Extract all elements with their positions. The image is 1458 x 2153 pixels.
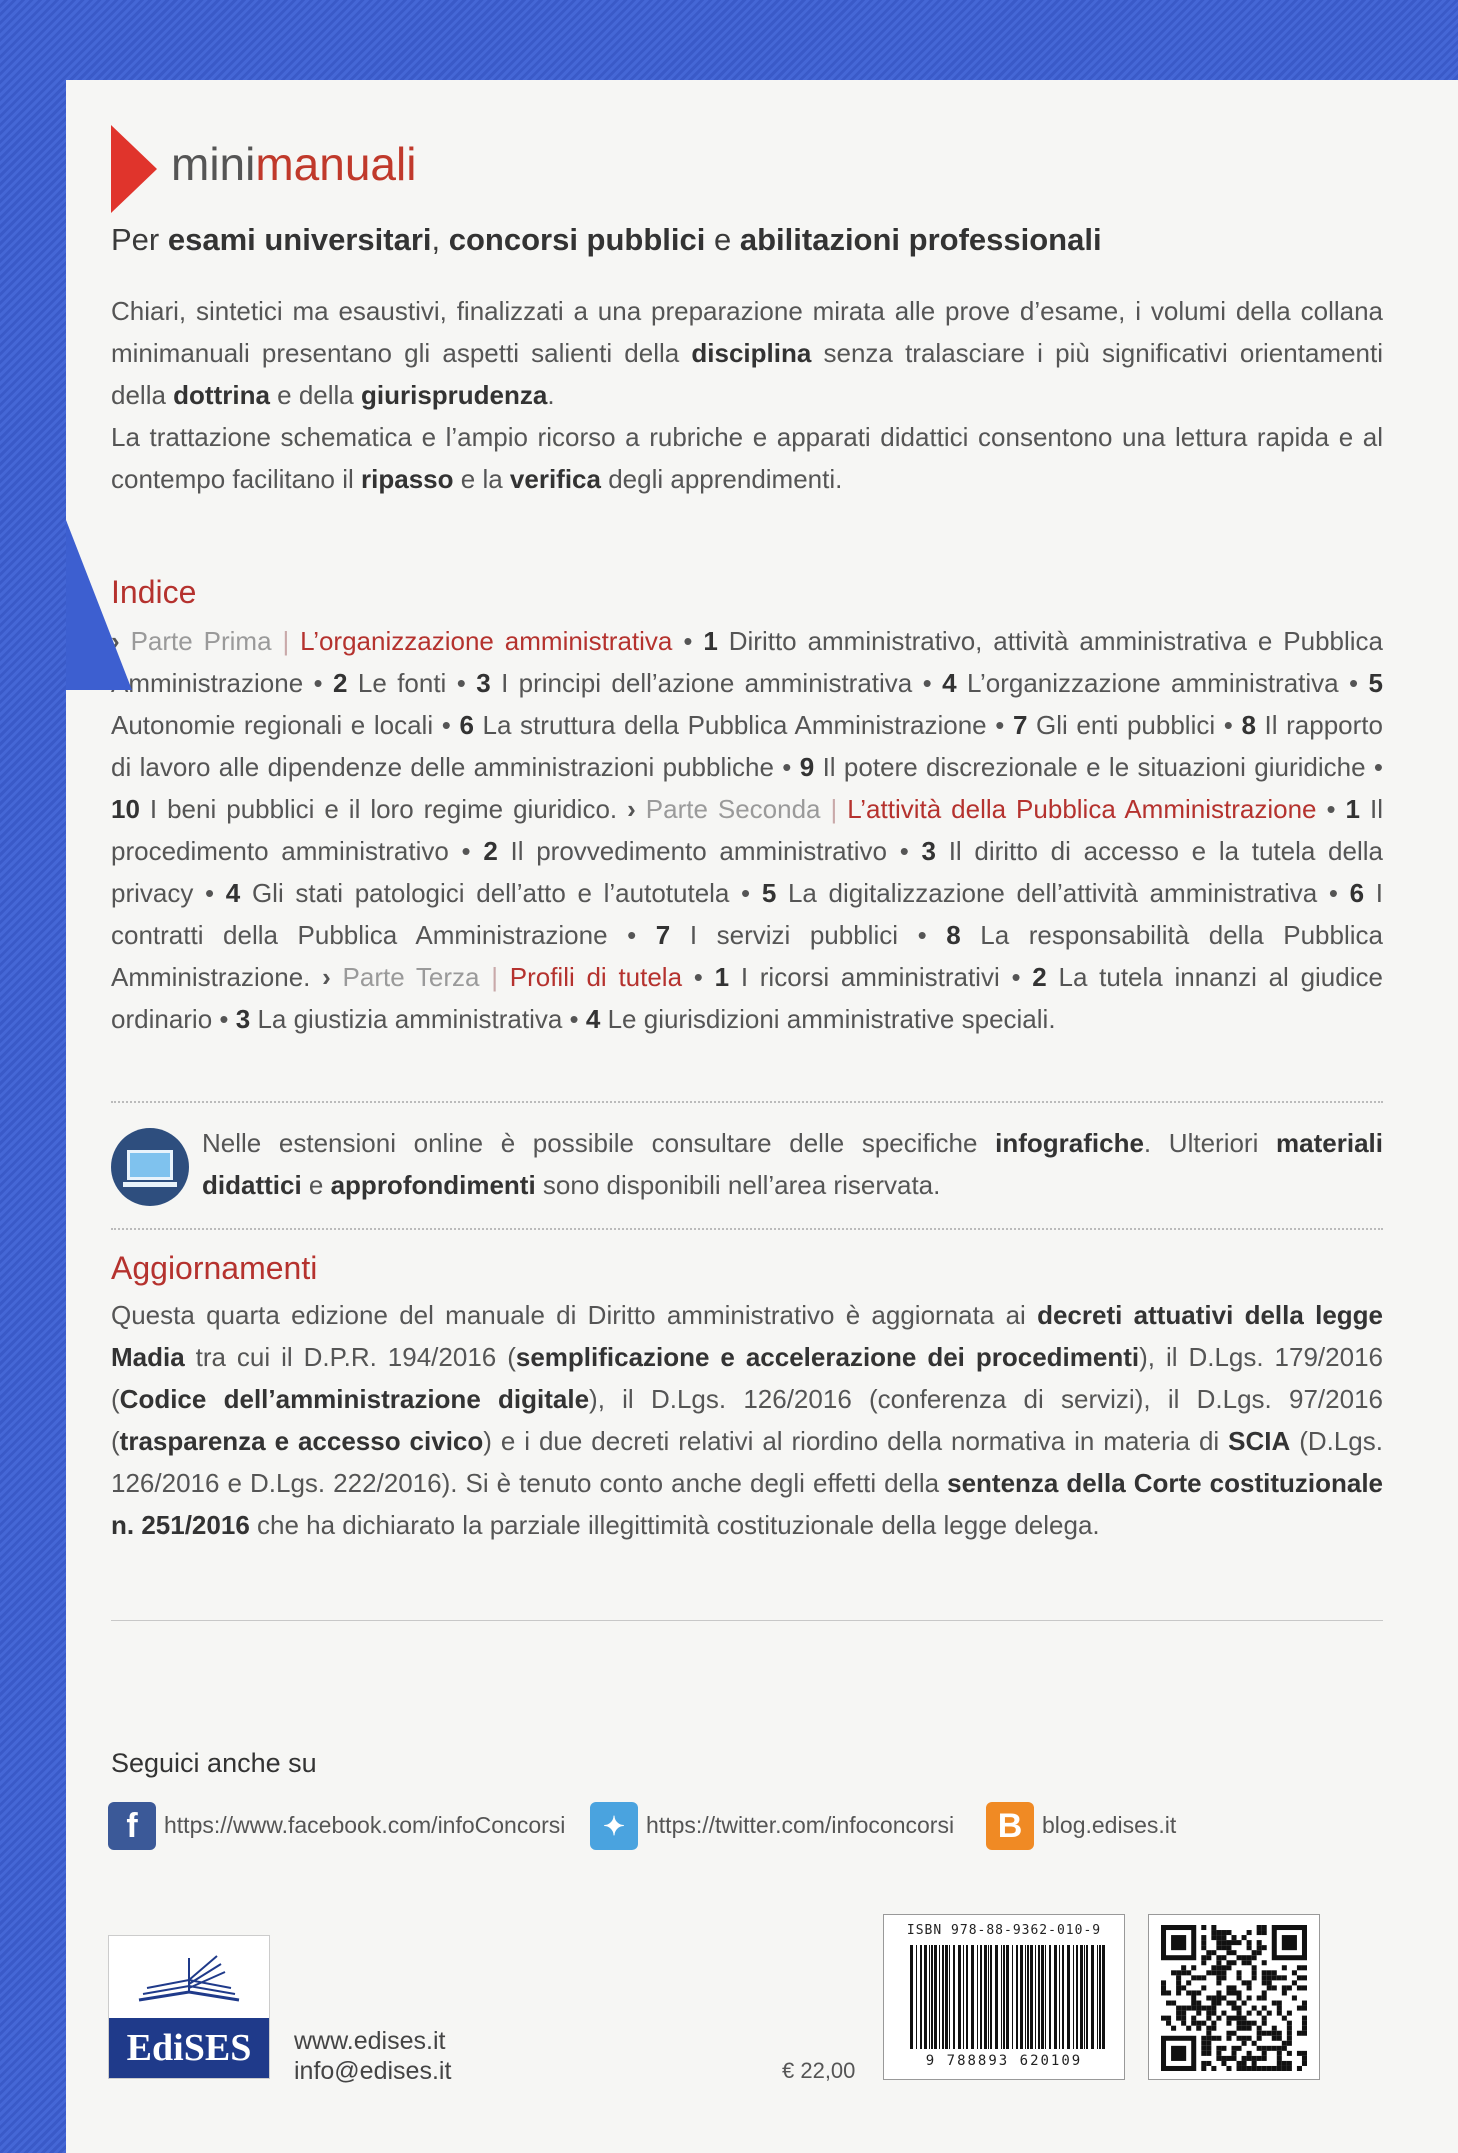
chapter-title: Le giurisdizioni amministrative speciali. bbox=[607, 1004, 1056, 1034]
facebook-url[interactable]: https://www.facebook.com/infoConcorsi bbox=[164, 1812, 566, 1838]
chapter-number: 4 bbox=[942, 668, 957, 698]
part-title: Profili di tutela bbox=[509, 962, 683, 992]
play-arrow-icon bbox=[111, 125, 157, 213]
chapter-number: 9 bbox=[799, 752, 815, 782]
chapter-title: Il procedimento amministrativo bbox=[111, 794, 1383, 866]
part-label: Parte Terza bbox=[342, 962, 480, 992]
chapter-number: 8 bbox=[1241, 710, 1256, 740]
part-title: L’organizzazione amministrativa bbox=[300, 626, 673, 656]
chapter-number: 2 bbox=[333, 668, 348, 698]
divider bbox=[111, 1620, 1383, 1621]
barcode-digits: 9 788893 620109 bbox=[925, 2053, 1083, 2069]
chapter-number: 3 bbox=[921, 836, 936, 866]
series-name: minimanuali bbox=[171, 138, 417, 190]
divider bbox=[111, 1101, 1383, 1103]
chapter-number: 7 bbox=[1012, 710, 1028, 740]
blog-url[interactable]: blog.edises.it bbox=[1042, 1812, 1177, 1838]
qr-code bbox=[1148, 1914, 1320, 2080]
cover-corner bbox=[66, 520, 132, 690]
chapter-number: 3 bbox=[235, 1004, 251, 1034]
publisher-contacts bbox=[294, 2026, 451, 2086]
separator: | bbox=[479, 962, 510, 992]
chapter-title: Gli enti pubblici bbox=[1036, 710, 1216, 740]
chapter-number: 8 bbox=[946, 920, 961, 950]
chapter-title: La responsabilità della Pubblica Amministrazione. bbox=[111, 920, 1383, 992]
chapter-number: 6 bbox=[1349, 878, 1365, 908]
chapter-title: Il diritto di accesso e la tutela della privacy bbox=[111, 836, 1383, 908]
chapter-number: 1 bbox=[1345, 794, 1361, 824]
chapter-title: I servizi pubblici bbox=[689, 920, 899, 950]
divider bbox=[111, 1228, 1383, 1230]
follow-title: Seguici anche su bbox=[111, 1748, 317, 1778]
publisher-email[interactable]: info@edises.it bbox=[294, 2057, 452, 2085]
part-title: L’attività della Pubblica Amministrazione bbox=[847, 794, 1317, 824]
facebook-icon: f bbox=[108, 1802, 156, 1850]
chevron-right-icon: › bbox=[617, 794, 646, 824]
chapter-number: 10 bbox=[111, 794, 140, 824]
chapter-number: 2 bbox=[483, 836, 498, 866]
chapter-title: I ricorsi amministrativi bbox=[740, 962, 1000, 992]
chapter-number: 7 bbox=[655, 920, 671, 950]
chapter-title: I beni pubblici e il loro regime giuridico. bbox=[149, 794, 618, 824]
publisher-name: EdiSES bbox=[109, 2018, 269, 2078]
monitor-icon bbox=[111, 1128, 189, 1206]
chapter-number: 6 bbox=[459, 710, 474, 740]
chapter-title: Le fonti bbox=[357, 668, 447, 698]
aggiornamenti-text: Questa quarta edizione del manuale di Diritto amministrativo è aggiornata ai decreti attuativi della legge Madia tra cui il D.P.R. 194/2016 (semplificazione e accelerazione dei procedimenti), il D.Lgs. 179/2016 (Codice dell’amministrazione digitale), il D.Lgs. 126/2016 (conferenza di servizi), il D.Lgs. 97/2016 (trasparenza e accesso civico) e i due decreti relativi al riordino della normativa in materia di SCIA (D.Lgs. 126/2016 e D.Lgs. 222/2016). Si è tenuto conto anche degli effetti della sentenza della Corte costituzionale n. 251/2016 che ha dichiarato la parziale illegittimità costituzionale della legge delega. bbox=[111, 1300, 1384, 1540]
chapter-number: 2 bbox=[1032, 962, 1047, 992]
part-label: Parte Prima bbox=[130, 626, 272, 656]
chapter-number: 5 bbox=[761, 878, 777, 908]
chapter-number: 4 bbox=[225, 878, 241, 908]
aggiornamenti-title: Aggiornamenti bbox=[111, 1250, 318, 1286]
barcode-bars bbox=[910, 1945, 1106, 2049]
chapter-title: I contratti della Pubblica Amministrazione bbox=[111, 878, 1383, 950]
chapter-title: La struttura della Pubblica Amministrazione bbox=[482, 710, 987, 740]
chapter-title: La giustizia amministrativa bbox=[257, 1004, 563, 1034]
chevron-right-icon: › bbox=[111, 626, 131, 656]
chapter-title: Diritto amministrativo, attività amministrativa e Pubblica Amministrazione bbox=[111, 626, 1384, 698]
chapter-title: La tutela innanzi al giudice ordinario bbox=[111, 962, 1383, 1034]
separator: | bbox=[271, 626, 301, 656]
isbn-barcode bbox=[883, 1914, 1125, 2080]
qr-code-icon bbox=[1161, 1925, 1307, 2071]
blogger-icon: B bbox=[986, 1802, 1034, 1850]
content-panel bbox=[66, 80, 1458, 2153]
chevron-right-icon: › bbox=[310, 962, 343, 992]
twitter-url[interactable]: https://twitter.com/infoconcorsi bbox=[646, 1812, 955, 1838]
chapter-title: La digitalizzazione dell’attività amministrativa bbox=[787, 878, 1318, 908]
publisher-website[interactable]: www.edises.it bbox=[294, 2027, 446, 2055]
online-extensions-text: Nelle estensioni online è possibile consultare delle specifiche infografiche. Ulteriori materiali didattici e approfondimenti sono disponibili nell’area riservata. bbox=[202, 1128, 1383, 1200]
chapter-number: 5 bbox=[1368, 668, 1383, 698]
chapter-number: 1 bbox=[703, 626, 718, 656]
chapter-title: Il potere discrezionale e le situazioni giuridiche bbox=[822, 752, 1366, 782]
chapter-number: 4 bbox=[585, 1004, 601, 1034]
part-label: Parte Seconda bbox=[645, 794, 821, 824]
separator: | bbox=[820, 794, 848, 824]
twitter-icon: ✦ bbox=[590, 1802, 638, 1850]
chapter-title: Il provvedimento amministrativo bbox=[510, 836, 888, 866]
isbn-label: ISBN 978-88-9362-010-9 bbox=[906, 1923, 1102, 1938]
intro-text: Chiari, sintetici ma esaustivi, finalizzati a una preparazione mirata alle prove d’esame, i volumi della collana minimanuali presentano gli aspetti salienti della disciplina senza tralasciare i più significativi orientamenti della dottrina e della giurisprudenza. La trattazione schematica e l’ampio ricorso a rubriche e apparati didattici consentono una lettura rapida e al contempo facilitano il ripasso e la verifica degli apprendimenti. bbox=[111, 296, 1383, 494]
publisher-logo bbox=[108, 1935, 270, 2079]
tagline: Per esami universitari, concorsi pubblici e abilitazioni professionali bbox=[111, 222, 1102, 257]
chapter-title: Autonomie regionali e locali bbox=[111, 710, 434, 740]
chapter-number: 1 bbox=[714, 962, 730, 992]
price: € 22,00 bbox=[782, 2058, 856, 2083]
chapter-title: L’organizzazione amministrativa bbox=[966, 668, 1339, 698]
chapter-number: 3 bbox=[476, 668, 491, 698]
chapter-title: Il rapporto di lavoro alle dipendenze delle amministrazioni pubbliche bbox=[111, 710, 1383, 782]
chapter-title: I principi dell’azione amministrativa bbox=[501, 668, 913, 698]
table-of-contents: › Parte Prima | L’organizzazione amministrativa • 1 Diritto amministrativo, attività amministrativa e Pubblica Amministrazione • 2 Le fonti • 3 I principi dell’azione amministrativa • 4 L’organizzazione amministrativa • 5 Autonomie regionali e locali • 6 La struttura della Pubblica Amministrazione • 7 Gli enti pubblici • 8 Il rapporto di lavoro alle dipendenze delle amministrazioni pubbliche • 9 Il potere discrezionale e le situazioni giuridiche • 10 I beni pubblici e il loro regime giuridico. › Parte Seconda | L’attività della Pubblica Amministrazione • 1 Il procedimento amministrativo • 2 Il provvedimento amministrativo • 3 Il diritto di accesso e la tutela della privacy • 4 Gli stati patologici dell’atto e l’autotutela • 5 La digitalizzazione dell’attività amministrativa • 6 I contratti della Pubblica Amministrazione • 7 I servizi pubblici • 8 La responsabilità della Pubblica Amministrazione. › Parte Terza | Profili di tutela • 1 I ricorsi amministrativi • 2 La tutela innanzi al giudice ordinario • 3 La giustizia amministrativa • 4 Le giurisdizioni amministrative speciali. bbox=[111, 626, 1384, 1034]
chapter-title: Gli stati patologici dell’atto e l’autotutela bbox=[251, 878, 730, 908]
open-book-icon bbox=[129, 1950, 249, 2010]
indice-title: Indice bbox=[111, 574, 197, 610]
